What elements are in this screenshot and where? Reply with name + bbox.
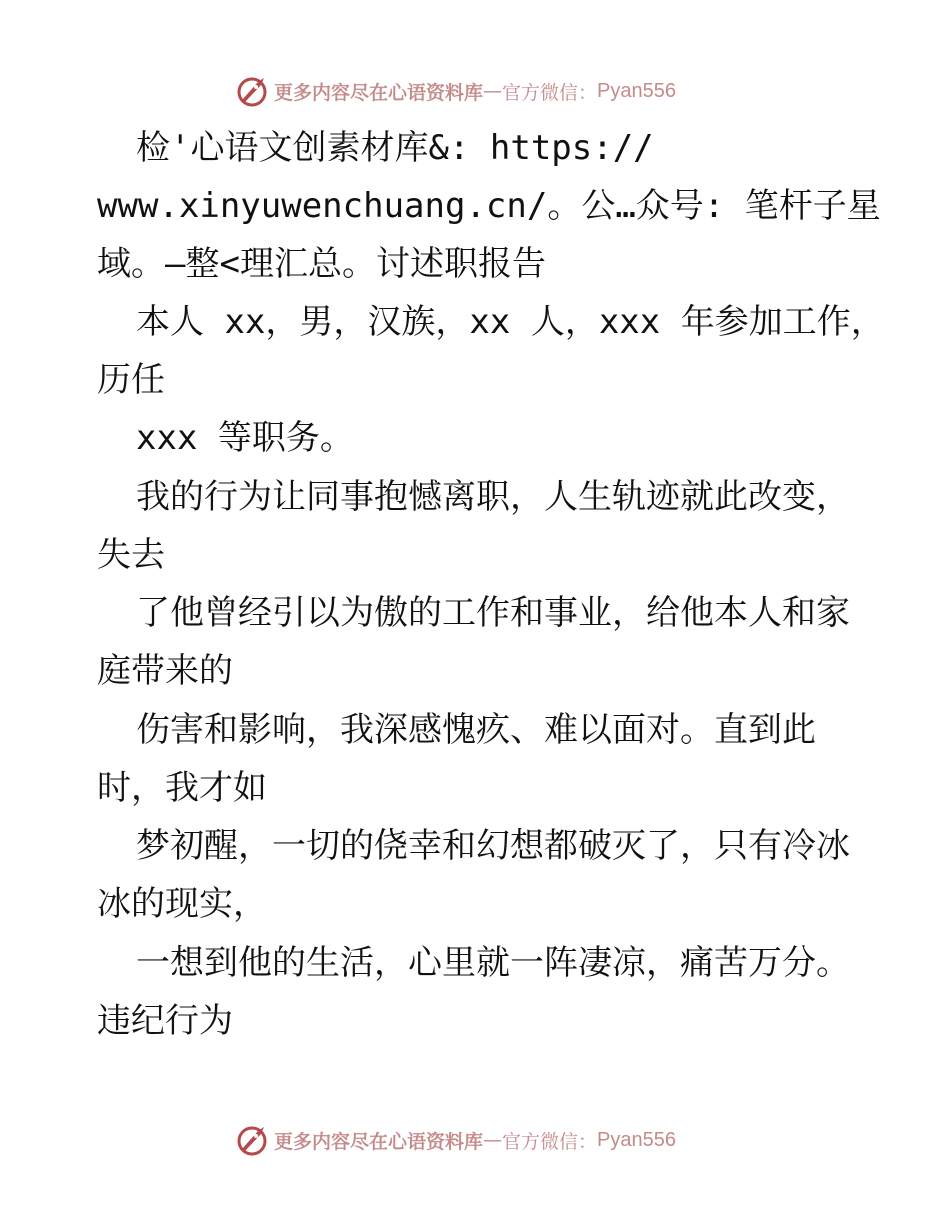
banner-dash: —: [483, 1129, 503, 1151]
body-line-11: 伤害和影响，我深感愧疚、难以面对。直到此: [136, 710, 816, 750]
pen-nib-logo-icon: [236, 1123, 270, 1157]
body-line-3: 域。—整<理汇总。讨述职报告: [97, 244, 546, 284]
banner-brand-text: 更多内容尽在心语资料库: [274, 81, 484, 104]
body-line-12: 时，我才如: [97, 768, 267, 808]
body-line-1: 检'心语文创素材库&: https://: [136, 128, 654, 168]
body-line-8: 失去: [97, 535, 165, 575]
body-line-15: 一想到他的生活，心里就一阵凄凉，痛苦万分。: [136, 943, 850, 983]
banner-wechat-id: Pyan556: [597, 79, 676, 102]
body-line-7: 我的行为让同事抱憾离职，人生轨迹就此改变，: [136, 477, 850, 517]
body-line-14: 冰的现实，: [97, 884, 267, 924]
banner-wechat-label: 官方微信：: [502, 1130, 598, 1153]
body-line-9: 了他曾经引以为傲的工作和事业，给他本人和家: [136, 593, 850, 633]
banner-brand-text: 更多内容尽在心语资料库: [274, 1130, 484, 1153]
body-line-16: 违纪行为: [97, 1001, 233, 1041]
body-line-10: 庭带来的: [97, 651, 233, 691]
banner-wechat-label: 官方微信：: [502, 81, 598, 104]
banner-wechat-id: Pyan556: [597, 1128, 676, 1151]
body-line-2: www.xinyuwenchuang.cn/。公…众号: 笔杆子星: [97, 186, 881, 226]
banner-dash: —: [483, 80, 503, 102]
footer-banner: [236, 1121, 676, 1159]
body-line-6: xxx 等职务。: [136, 418, 354, 458]
header-banner: [236, 72, 676, 110]
pen-nib-logo-icon: [236, 74, 270, 108]
body-line-5: 历任: [97, 360, 165, 400]
body-line-4: 本人 xx，男，汉族，xx 人，xxx 年参加工作，: [136, 302, 885, 342]
body-line-13: 梦初醒，一切的侥幸和幻想都破灭了，只有冷冰: [136, 826, 850, 866]
